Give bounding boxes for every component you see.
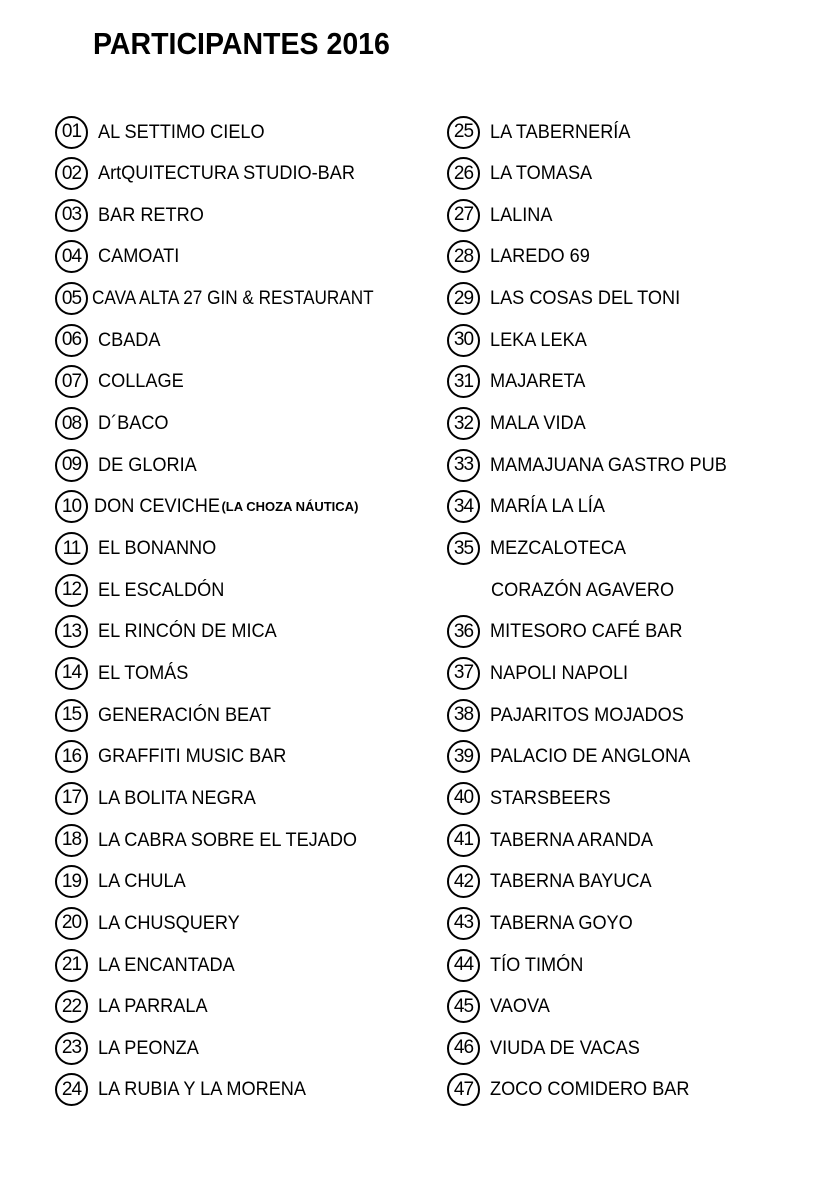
participant-item <box>55 532 225 566</box>
participant-name: LA CABRA SOBRE EL TEJADO <box>98 828 358 851</box>
participant-name: PALACIO DE ANGLONA <box>490 745 691 768</box>
participant-name: TABERNA BAYUCA <box>490 870 652 893</box>
participant-item <box>447 198 557 232</box>
participant-name: EL ESCALDÓN <box>98 578 225 601</box>
participant-name: TABERNA GOYO <box>490 911 633 934</box>
participant-item <box>447 365 593 399</box>
participant-number-badge: 20 <box>55 907 88 940</box>
participant-item <box>55 656 195 690</box>
participant-number-badge: 29 <box>447 282 480 315</box>
participant-name: LA ENCANTADA <box>98 953 235 976</box>
participant-item <box>55 198 212 232</box>
participant-number-badge: 15 <box>55 699 88 732</box>
participant-item <box>55 781 268 815</box>
participant-number-badge: 46 <box>447 1032 480 1065</box>
participant-name: ArtQUITECTURA STUDIO-BAR <box>98 162 355 185</box>
participant-item <box>55 906 250 940</box>
participant-item <box>447 948 590 982</box>
participant-name: COLLAGE <box>98 370 184 393</box>
participant-name: LA TABERNERÍA <box>490 120 631 143</box>
participant-item <box>55 573 234 607</box>
participant-item <box>55 282 412 316</box>
participant-item <box>447 573 688 607</box>
participant-name: ZOCO COMIDERO BAR <box>490 1078 690 1101</box>
participant-name: BAR RETRO <box>98 203 204 226</box>
participant-note: (LA CHOZA NÁUTICA) <box>221 499 359 515</box>
participant-name: STARSBEERS <box>490 786 611 809</box>
participant-number-badge: 04 <box>55 240 88 273</box>
participant-name: LEKA LEKA <box>490 328 587 351</box>
participant-name: LA CHUSQUERY <box>98 911 240 934</box>
participant-number-badge: 17 <box>55 782 88 815</box>
participant-name: LA PARRALA <box>98 995 208 1018</box>
participant-name: DON CEVICHE <box>94 495 220 518</box>
participant-name: GENERACIÓN BEAT <box>98 703 271 726</box>
participant-name: MAMAJUANA GASTRO PUB <box>490 453 727 476</box>
participant-name: MARÍA LA LÍA <box>490 495 605 518</box>
participant-name: LALINA <box>490 203 553 226</box>
participant-item <box>55 240 185 274</box>
participant-number-badge: 38 <box>447 699 480 732</box>
participant-item <box>55 823 377 857</box>
participant-number-badge: 03 <box>55 199 88 232</box>
participant-item <box>447 323 594 357</box>
participant-item <box>447 656 638 690</box>
participant-item <box>447 865 664 899</box>
participant-item <box>447 990 554 1024</box>
participant-item <box>55 865 192 899</box>
participant-number-badge: 25 <box>447 116 480 149</box>
participant-name: EL RINCÓN DE MICA <box>98 620 277 643</box>
participant-item <box>447 1073 705 1107</box>
participant-number-badge: 39 <box>447 740 480 773</box>
participant-item <box>55 365 190 399</box>
participant-name: LA CHULA <box>98 870 186 893</box>
participant-name: LA PEONZA <box>98 1036 199 1059</box>
participant-number-badge: 13 <box>55 615 88 648</box>
participant-number-badge: 10 <box>55 490 88 523</box>
participant-item <box>447 906 644 940</box>
participant-name: GRAFFITI MUSIC BAR <box>98 745 287 768</box>
participant-item <box>55 990 216 1024</box>
participant-name: MEZCALOTECA <box>490 537 627 559</box>
participant-name: AL SETTIMO CIELO <box>98 120 265 143</box>
participant-name: LA TOMASA <box>490 162 593 185</box>
participant-item <box>447 1031 651 1065</box>
participant-number-badge: 21 <box>55 949 88 982</box>
participant-name: LA RUBIA Y LA MORENA <box>98 1078 306 1101</box>
participant-name: MITESORO CAFÉ BAR <box>490 620 683 643</box>
participant-number-badge: 16 <box>55 740 88 773</box>
participant-name: DE GLORIA <box>98 453 197 476</box>
participant-item <box>447 282 694 316</box>
participant-item <box>447 490 614 524</box>
participant-number-badge: 22 <box>55 990 88 1023</box>
page-title: PARTICIPANTES 2016 <box>93 26 390 61</box>
participant-name: LA BOLITA NEGRA <box>98 786 256 809</box>
participant-number-badge: 24 <box>55 1073 88 1106</box>
participant-name: TÍO TIMÓN <box>490 953 584 976</box>
participant-name: TABERNA ARANDA <box>490 828 653 851</box>
participant-number-badge: 09 <box>55 449 88 482</box>
participant-number-badge: 28 <box>447 240 480 273</box>
participant-name: LAS COSAS DEL TONI <box>490 287 681 310</box>
participant-item <box>55 740 301 774</box>
participant-number-badge: 02 <box>55 157 88 190</box>
participant-item <box>55 948 245 982</box>
participant-number-badge: 08 <box>55 407 88 440</box>
participant-name: NAPOLI NAPOLI <box>490 661 629 684</box>
participant-number-badge: 31 <box>447 365 480 398</box>
participant-number-badge: 34 <box>447 490 480 523</box>
participant-item <box>447 240 597 274</box>
participant-name: MALA VIDA <box>490 412 586 435</box>
participant-number-badge: 14 <box>55 657 88 690</box>
participant-number-badge: 11 <box>55 532 88 565</box>
participant-name: CORAZÓN AGAVERO <box>491 578 675 601</box>
participant-name: EL BONANNO <box>98 537 217 559</box>
participant-number-badge: 33 <box>447 449 480 482</box>
participant-number-badge: 23 <box>55 1032 88 1065</box>
participant-number-badge: 43 <box>447 907 480 940</box>
participant-number-badge: 27 <box>447 199 480 232</box>
participant-item <box>447 740 705 774</box>
participant-name: CAVA ALTA 27 GIN & RESTAURANT <box>92 287 374 310</box>
participant-item <box>55 115 277 149</box>
participant-item <box>55 407 174 441</box>
participant-item <box>55 1031 206 1065</box>
participant-item <box>55 490 358 524</box>
participant-number-badge: 19 <box>55 865 88 898</box>
participant-name: LAREDO 69 <box>490 245 590 268</box>
participant-number-badge: 36 <box>447 615 480 648</box>
participant-name: CBADA <box>98 328 161 351</box>
participant-number-badge: 37 <box>447 657 480 690</box>
participant-item <box>447 823 665 857</box>
participant-number-badge: 26 <box>447 157 480 190</box>
participant-item <box>55 1073 322 1107</box>
participant-item <box>55 698 284 732</box>
participant-item <box>447 407 593 441</box>
participant-item <box>447 448 745 482</box>
participant-name: PAJARITOS MOJADOS <box>490 703 684 726</box>
participant-number-badge: 44 <box>447 949 480 982</box>
participant-number-badge: 07 <box>55 365 88 398</box>
participant-name: CAMOATI <box>98 245 180 268</box>
participant-number-badge: 01 <box>55 116 88 149</box>
participant-number-badge: 05 <box>55 282 88 315</box>
participant-number-badge: 41 <box>447 824 480 857</box>
participant-item <box>447 115 641 149</box>
participant-number-badge: 35 <box>447 532 480 565</box>
participant-name: EL TOMÁS <box>98 661 189 684</box>
participant-number-badge: 40 <box>447 782 480 815</box>
participant-name: VIUDA DE VACAS <box>490 1036 640 1059</box>
participant-item <box>447 532 636 566</box>
participant-item <box>447 698 698 732</box>
participant-number-badge: 30 <box>447 324 480 357</box>
participant-item <box>447 615 697 649</box>
participant-number-badge: 42 <box>447 865 480 898</box>
participant-item <box>55 615 290 649</box>
participant-item <box>55 323 165 357</box>
participant-item <box>447 781 620 815</box>
participant-number-badge: 06 <box>55 324 88 357</box>
participant-item <box>447 157 600 191</box>
participant-name: MAJARETA <box>490 370 586 393</box>
participant-number-badge: 12 <box>55 574 88 607</box>
participant-number-badge: 47 <box>447 1073 480 1106</box>
participant-name: D´BACO <box>98 412 169 435</box>
participant-name: VAOVA <box>490 995 550 1018</box>
participant-item <box>55 448 204 482</box>
participant-number-badge: 18 <box>55 824 88 857</box>
participant-item <box>55 157 374 191</box>
participant-number-badge: 45 <box>447 990 480 1023</box>
participant-number-badge: 32 <box>447 407 480 440</box>
